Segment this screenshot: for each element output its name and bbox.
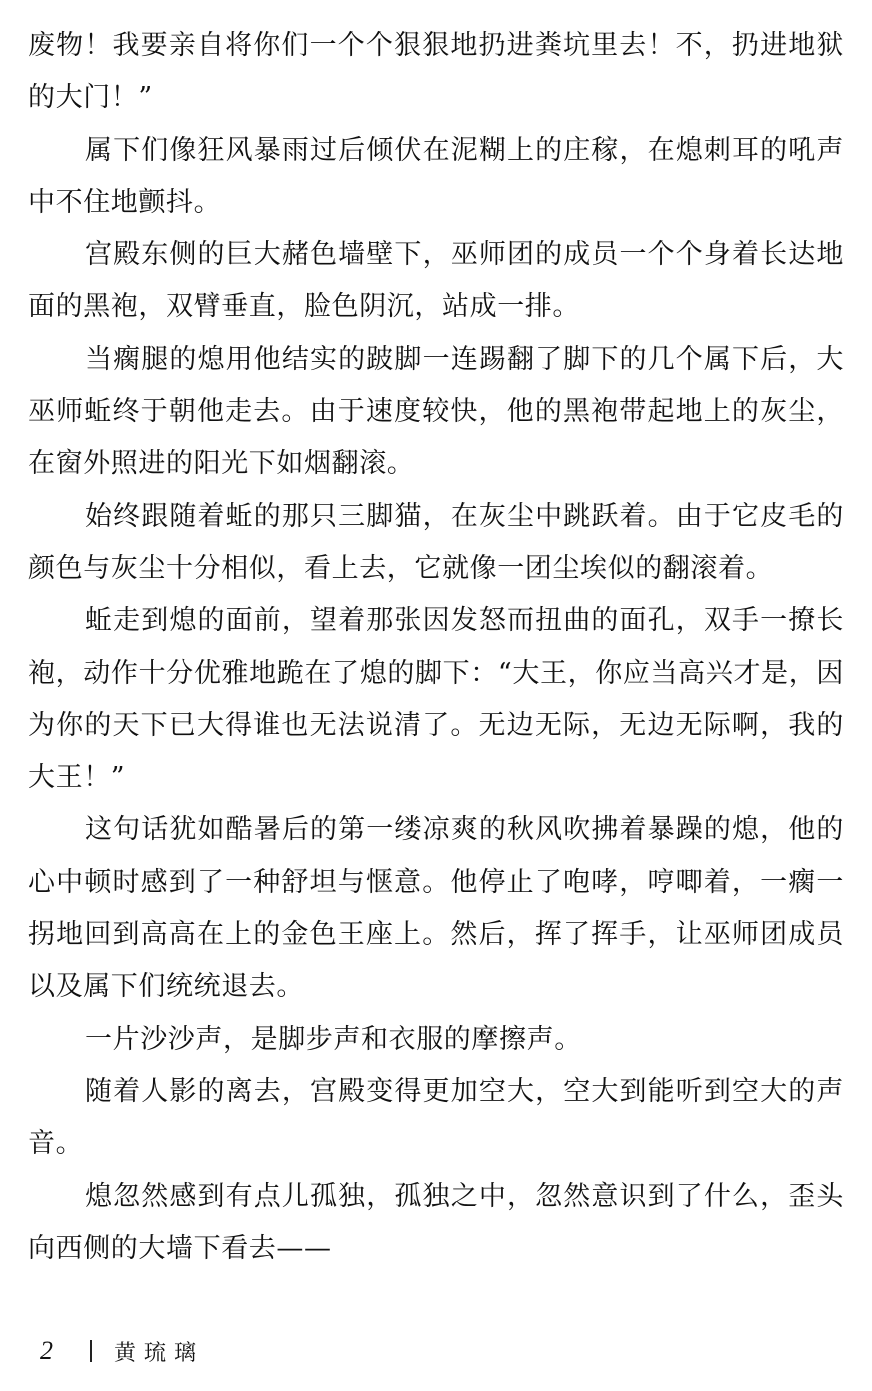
paragraph-6: 蚯走到熄的面前，望着那张因发怒而扭曲的面孔，双手一撩长袍，动作十分优雅地跪在了熄的脚下：“大王，你应当高兴才是，因为你的天下已大得谁也无法说清了。无边无际，无边无际啊，我的大王！” <box>28 605 844 794</box>
paragraph-2: 属下们像狂风暴雨过后倾伏在泥糊上的庄稼，在熄刺耳的吼声中不住地颤抖。 <box>28 134 844 218</box>
paragraph-5: 始终跟随着蚯的那只三脚猫，在灰尘中跳跃着。由于它皮毛的颜色与灰尘十分相似，看上去，它就像一团尘埃似的翻滚着。 <box>28 500 844 584</box>
book-title: 黄琉璃 <box>114 1340 205 1366</box>
paragraph-7: 这句话犹如酷暑后的第一缕凉爽的秋风吹拂着暴躁的熄，他的心中顿时感到了一种舒坦与惬意。他停止了咆哮，哼唧着，一瘸一拐地回到高高在上的金色王座上。然后，挥了挥手，让巫师团成员以及属下们统统退去。 <box>28 814 844 1003</box>
paragraph-10: 熄忽然感到有点儿孤独，孤独之中，忽然意识到了什么，歪头向西侧的大墙下看去—— <box>28 1180 844 1264</box>
page-footer <box>40 1333 204 1369</box>
paragraph-4: 当瘸腿的熄用他结实的跛脚一连踢翻了脚下的几个属下后，大巫师蚯终于朝他走去。由于速度较快，他的黑袍带起地上的灰尘，在窗外照进的阳光下如烟翻滚。 <box>28 343 844 480</box>
paragraph-8: 一片沙沙声，是脚步声和衣服的摩擦声。 <box>85 1023 582 1055</box>
footer-divider <box>90 1340 92 1362</box>
page-number: 2 <box>40 1336 53 1365</box>
body-text <box>28 20 844 1275</box>
paragraph-1: 废物！我要亲自将你们一个个狠狠地扔进粪坑里去！不，扔进地狱的大门！” <box>28 30 844 114</box>
paragraph-9: 随着人影的离去，宫殿变得更加空大，空大到能听到空大的声音。 <box>28 1075 844 1160</box>
paragraph-3: 宫殿东侧的巨大赭色墙壁下，巫师团的成员一个个身着长达地面的黑袍，双臂垂直，脸色阴沉，站成一排。 <box>28 239 844 323</box>
